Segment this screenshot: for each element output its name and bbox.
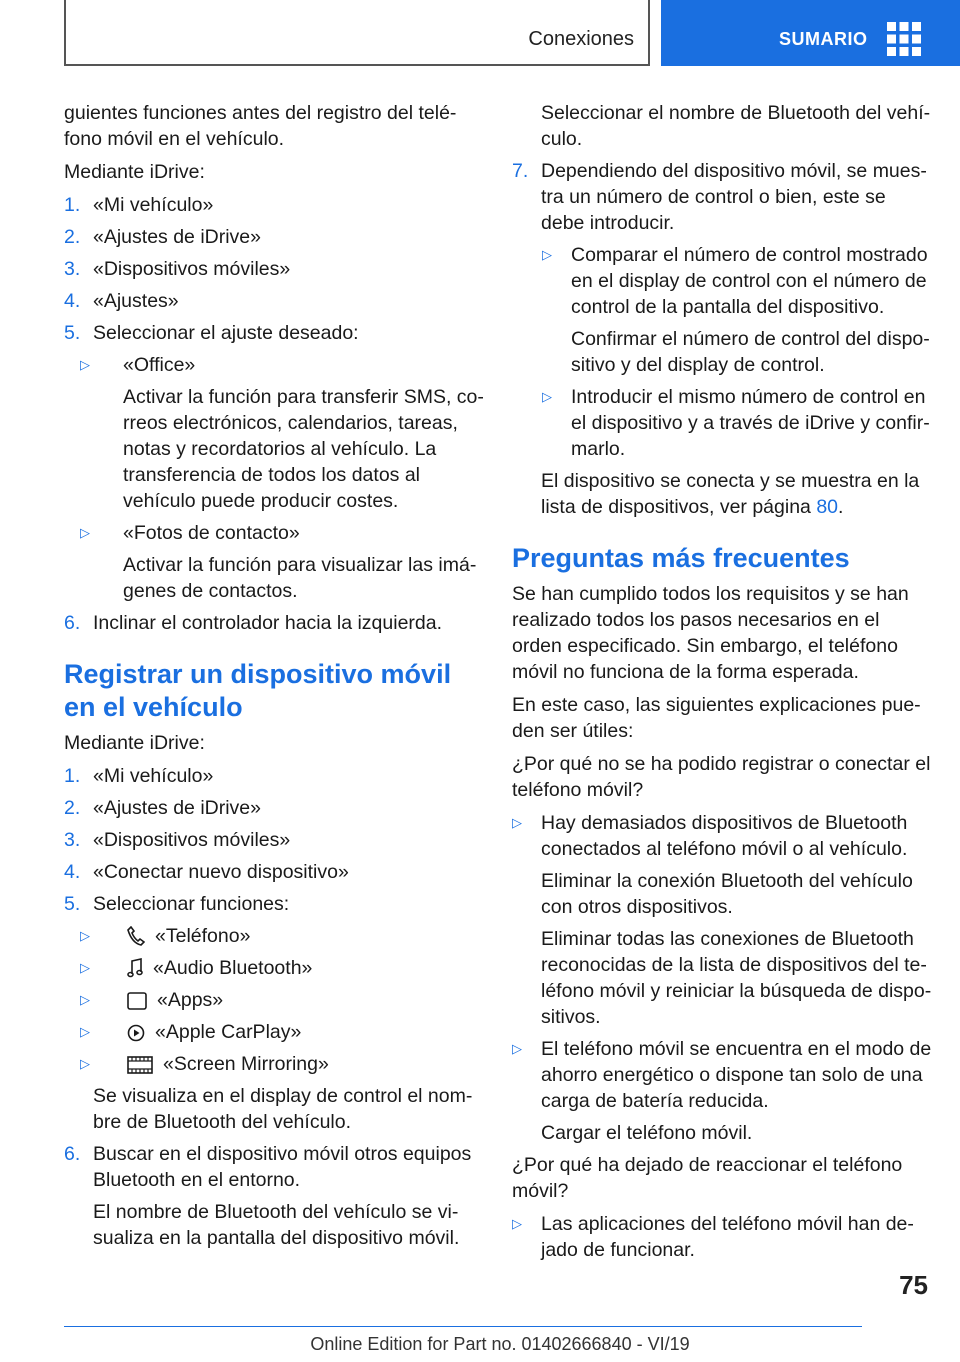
step-text: Seleccionar funciones: bbox=[93, 893, 290, 915]
bullet-item bbox=[512, 1036, 932, 1114]
bullet-item bbox=[64, 1051, 484, 1077]
step-text: Seleccionar el ajuste deseado: bbox=[93, 322, 359, 344]
bullet-item bbox=[64, 923, 484, 949]
connected-text: El dispositivo se conecta y se muestra en la lista de dispositivos, ver página bbox=[541, 470, 920, 518]
step-item bbox=[64, 256, 484, 282]
bullet-description: Cargar el teléfono móvil. bbox=[541, 1122, 753, 1144]
step-item bbox=[64, 320, 484, 346]
triangle-bullet-icon: ▷ bbox=[80, 525, 90, 540]
screen-mirroring-icon bbox=[127, 1056, 153, 1074]
triangle-bullet-icon: ▷ bbox=[542, 389, 552, 404]
bullet-item bbox=[64, 987, 484, 1013]
bullet-text: «Fotos de contacto» bbox=[123, 522, 300, 544]
music-note-icon bbox=[127, 958, 143, 978]
step-number: 5. bbox=[64, 893, 81, 915]
triangle-bullet-icon: ▷ bbox=[80, 928, 90, 943]
apps-icon bbox=[127, 992, 147, 1010]
triangle-bullet-icon: ▷ bbox=[80, 1056, 90, 1071]
bullet-text: Comparar el número de control mostrado en el display de control con el número de control de la pantalla del dispositivo. bbox=[571, 244, 928, 318]
step-item bbox=[64, 224, 484, 250]
header-section-tab bbox=[64, 0, 650, 66]
footer-divider bbox=[64, 1326, 862, 1327]
via-idrive-label: Mediante iDrive: bbox=[64, 732, 205, 754]
step-text: «Dispositivos móviles» bbox=[93, 829, 291, 851]
step-number: 5. bbox=[64, 322, 81, 344]
bullet-item bbox=[512, 384, 932, 462]
page-number: 75 bbox=[899, 1270, 928, 1300]
bullet-text: «Apps» bbox=[157, 989, 224, 1011]
faq-intro: Se han cumplido todos los requisitos y se han realizado todos los pasos necesarios en el orden especificado. Sin embargo, el teléfono móvil no funciona de la forma esperada. bbox=[512, 583, 909, 683]
bullet-item bbox=[512, 810, 932, 862]
bullet-text: Las aplicaciones del teléfono móvil han dejado de funcionar. bbox=[541, 1213, 914, 1261]
bullet-item bbox=[512, 242, 932, 320]
step-number: 6. bbox=[64, 612, 81, 634]
page-link[interactable]: 80 bbox=[816, 496, 839, 518]
triangle-bullet-icon: ▷ bbox=[512, 1041, 522, 1056]
step-item bbox=[64, 891, 484, 917]
step-item bbox=[64, 763, 484, 789]
step-text: «Ajustes de iDrive» bbox=[93, 226, 261, 248]
step-item bbox=[64, 859, 484, 885]
right-column bbox=[512, 100, 932, 1269]
triangle-bullet-icon: ▷ bbox=[512, 1216, 522, 1231]
step-text: «Ajustes de iDrive» bbox=[93, 797, 261, 819]
summary-label: SUMARIO bbox=[779, 29, 868, 49]
bullet-item bbox=[64, 1019, 484, 1045]
step-description: Seleccionar el nombre de Bluetooth del vehículo. bbox=[541, 102, 931, 150]
bullet-text: «Teléfono» bbox=[155, 925, 251, 947]
faq-intro-2: En este caso, las siguientes explicaciones pueden ser útiles: bbox=[512, 694, 921, 742]
connected-note bbox=[512, 468, 932, 520]
triangle-bullet-icon: ▷ bbox=[80, 357, 90, 372]
step-number: 6. bbox=[64, 1143, 81, 1165]
step-item bbox=[64, 1141, 484, 1193]
section-title: Conexiones bbox=[528, 28, 634, 50]
step-item bbox=[64, 288, 484, 314]
bullet-description: Activar la función para visualizar las imágenes de contactos. bbox=[123, 554, 477, 602]
bullet-item bbox=[64, 520, 484, 546]
grid-menu-icon bbox=[887, 22, 921, 56]
step-number: 1. bbox=[64, 765, 81, 787]
bullet-item bbox=[64, 955, 484, 981]
step-number: 4. bbox=[64, 861, 81, 883]
step-text: Dependiendo del dispositivo móvil, se muestra un número de control o bien, este se debe introducir. bbox=[541, 160, 927, 234]
connected-end: . bbox=[838, 496, 844, 518]
intro-paragraph: guientes funciones antes del registro del teléfono móvil en el vehículo. bbox=[64, 102, 457, 150]
step-number: 3. bbox=[64, 829, 81, 851]
faq-question: ¿Por qué no se ha podido registrar o conectar el teléfono móvil? bbox=[512, 753, 931, 801]
step-text: «Mi vehículo» bbox=[93, 194, 214, 216]
via-idrive-label: Mediante iDrive: bbox=[64, 161, 205, 183]
step-text: Buscar en el dispositivo móvil otros equipos Bluetooth en el entorno. bbox=[93, 1143, 472, 1191]
bullet-description: Eliminar todas las conexiones de Bluetooth reconocidas de la lista de dispositivos del teléfono móvil y reiniciar la búsqueda de dispositivos. bbox=[541, 928, 932, 1028]
triangle-bullet-icon: ▷ bbox=[80, 1024, 90, 1039]
step-number: 7. bbox=[512, 160, 529, 182]
bullet-description: Confirmar el número de control del dispositivo y del display de control. bbox=[571, 328, 930, 376]
step-item bbox=[64, 795, 484, 821]
bullet-text: «Office» bbox=[123, 354, 196, 376]
play-circle-icon bbox=[127, 1024, 145, 1042]
step-number: 4. bbox=[64, 290, 81, 312]
bullet-item bbox=[512, 1211, 932, 1263]
left-column bbox=[64, 100, 484, 1257]
bullet-text: El teléfono móvil se encuentra en el modo de ahorro energético o dispone tan solo de una carga de batería reducida. bbox=[541, 1038, 932, 1112]
bullet-text: «Screen Mirroring» bbox=[163, 1053, 329, 1075]
step-text: «Mi vehículo» bbox=[93, 765, 214, 787]
step-description: Se visualiza en el display de control el nombre de Bluetooth del vehículo. bbox=[93, 1085, 473, 1133]
bullet-text: Hay demasiados dispositivos de Bluetooth conectados al teléfono móvil o al vehículo. bbox=[541, 812, 908, 860]
triangle-bullet-icon: ▷ bbox=[542, 247, 552, 262]
faq-question: ¿Por qué ha dejado de reaccionar el teléfono móvil? bbox=[512, 1154, 903, 1202]
edition-footer: Online Edition for Part no. 01402666840 - VI/19 bbox=[310, 1334, 690, 1354]
step-description: El nombre de Bluetooth del vehículo se visualiza en la pantalla del dispositivo móvil. bbox=[93, 1201, 460, 1249]
step-text: «Ajustes» bbox=[93, 290, 179, 312]
bullet-item bbox=[64, 352, 484, 378]
step-item bbox=[64, 610, 484, 636]
triangle-bullet-icon: ▷ bbox=[512, 815, 522, 830]
bullet-description: Activar la función para transferir SMS, correos electrónicos, calendarios, tareas, notas y recordatorios al vehículo. La transferencia de todos los datos al vehículo puede producir costes. bbox=[123, 386, 484, 512]
step-item bbox=[64, 192, 484, 218]
bullet-text: Introducir el mismo número de control en el dispositivo y a través de iDrive y confirmarlo. bbox=[571, 386, 930, 460]
section-heading: Preguntas más frecuentes bbox=[512, 543, 850, 573]
phone-icon bbox=[127, 926, 145, 946]
triangle-bullet-icon: ▷ bbox=[80, 992, 90, 1007]
step-text: «Conectar nuevo dispositivo» bbox=[93, 861, 349, 883]
step-item bbox=[512, 158, 932, 236]
step-number: 3. bbox=[64, 258, 81, 280]
bullet-description: Eliminar la conexión Bluetooth del vehículo con otros dispositivos. bbox=[541, 870, 913, 918]
step-text: «Dispositivos móviles» bbox=[93, 258, 291, 280]
summary-button[interactable] bbox=[661, 0, 960, 66]
step-text: Inclinar el controlador hacia la izquierda. bbox=[93, 612, 443, 634]
step-item bbox=[64, 827, 484, 853]
step-number: 1. bbox=[64, 194, 81, 216]
section-heading: Registrar un dispositivo móvil en el vehículo bbox=[64, 659, 452, 722]
step-number: 2. bbox=[64, 797, 81, 819]
bullet-text: «Audio Bluetooth» bbox=[153, 957, 313, 979]
step-number: 2. bbox=[64, 226, 81, 248]
triangle-bullet-icon: ▷ bbox=[80, 960, 90, 975]
bullet-text: «Apple CarPlay» bbox=[155, 1021, 302, 1043]
